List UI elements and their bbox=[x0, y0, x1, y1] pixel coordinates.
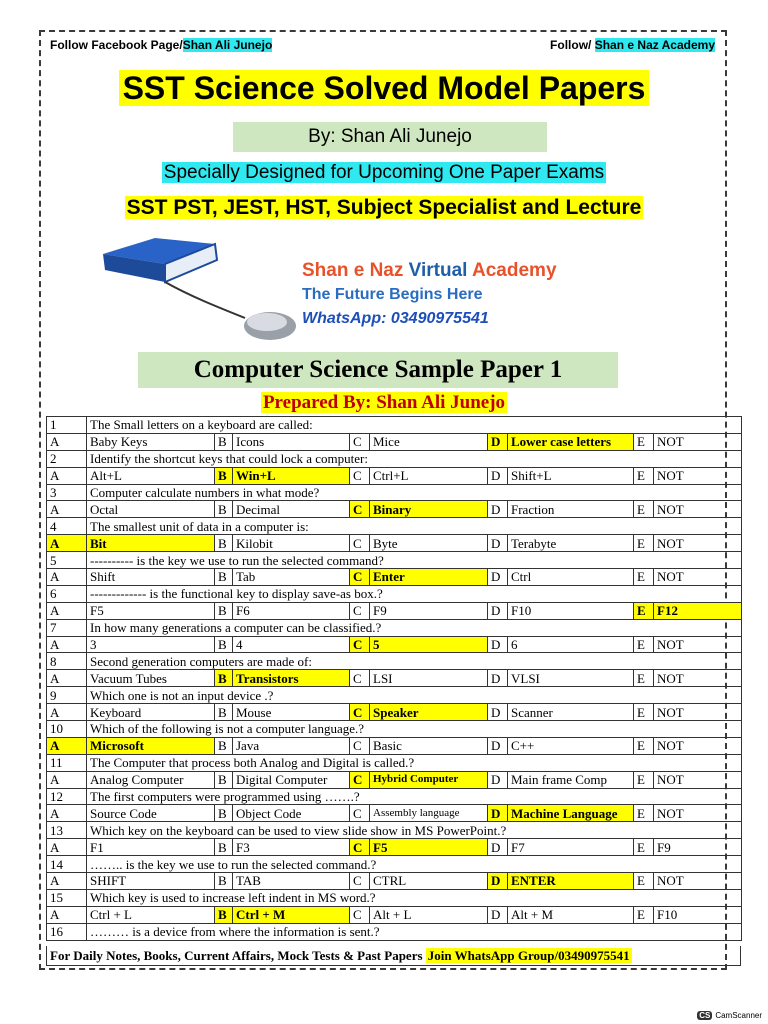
option-letter: B bbox=[215, 839, 233, 856]
option-text: Kilobit bbox=[233, 535, 350, 552]
option-letter: D bbox=[488, 704, 508, 721]
option-letter: C bbox=[350, 602, 370, 619]
book-mouse-logo-icon bbox=[95, 236, 300, 346]
option-text: C++ bbox=[508, 737, 634, 754]
option-letter: A bbox=[47, 602, 87, 619]
option-letter: C bbox=[350, 636, 370, 653]
prepared-by: Prepared By: Shan Ali Junejo bbox=[262, 392, 506, 413]
option-letter: D bbox=[488, 906, 508, 923]
paper-title: Computer Science Sample Paper 1 bbox=[138, 352, 618, 388]
option-text: Object Code bbox=[233, 805, 350, 822]
options-row bbox=[47, 433, 742, 450]
correct-answer: Transistors bbox=[233, 670, 350, 687]
option-text: Ctrl + L bbox=[87, 906, 215, 923]
option-letter: B bbox=[215, 873, 233, 890]
correct-answer: 5 bbox=[370, 636, 488, 653]
question-row bbox=[47, 788, 742, 805]
follow-academy: Follow/ Shan e Naz Academy bbox=[550, 38, 715, 52]
option-text: Analog Computer bbox=[87, 771, 215, 788]
option-text: Vacuum Tubes bbox=[87, 670, 215, 687]
mcq-table-body bbox=[47, 417, 742, 941]
question-row bbox=[47, 822, 742, 839]
option-letter: D bbox=[488, 636, 508, 653]
option-text: NOT bbox=[654, 433, 742, 450]
option-text: Baby Keys bbox=[87, 433, 215, 450]
option-text: Tab bbox=[233, 569, 350, 586]
question-number: 16 bbox=[47, 923, 87, 940]
option-letter: B bbox=[215, 670, 233, 687]
option-text: VLSI bbox=[508, 670, 634, 687]
option-letter: E bbox=[634, 602, 654, 619]
author-box: By: Shan Ali Junejo bbox=[233, 122, 547, 152]
option-text: F10 bbox=[654, 906, 742, 923]
correct-answer: Win+L bbox=[233, 467, 350, 484]
option-letter: D bbox=[488, 737, 508, 754]
option-letter: A bbox=[47, 433, 87, 450]
option-text: NOT bbox=[654, 704, 742, 721]
option-text: 3 bbox=[87, 636, 215, 653]
option-text: Digital Computer bbox=[233, 771, 350, 788]
option-letter: D bbox=[488, 602, 508, 619]
option-text: Keyboard bbox=[87, 704, 215, 721]
options-row bbox=[47, 771, 742, 788]
option-letter: C bbox=[350, 501, 370, 518]
question-number: 15 bbox=[47, 889, 87, 906]
option-letter: B bbox=[215, 569, 233, 586]
option-letter: E bbox=[634, 535, 654, 552]
question-row bbox=[47, 687, 742, 704]
question-number: 3 bbox=[47, 484, 87, 501]
option-letter: A bbox=[47, 670, 87, 687]
option-text: Ctrl bbox=[508, 569, 634, 586]
subtitle-special: Specially Designed for Upcoming One Paper Exams bbox=[163, 162, 605, 183]
option-text: Main frame Comp bbox=[508, 771, 634, 788]
option-text: Icons bbox=[233, 433, 350, 450]
question-row bbox=[47, 754, 742, 771]
option-text: Mouse bbox=[233, 704, 350, 721]
option-text: Byte bbox=[370, 535, 488, 552]
options-row bbox=[47, 569, 742, 586]
option-text: Basic bbox=[370, 737, 488, 754]
question-text: ……… is a device from where the information is sent.? bbox=[87, 923, 742, 940]
option-letter: D bbox=[488, 501, 508, 518]
question-text: Which one is not an input device .? bbox=[87, 687, 742, 704]
option-letter: C bbox=[350, 467, 370, 484]
option-letter: E bbox=[634, 636, 654, 653]
option-letter: B bbox=[215, 805, 233, 822]
question-row bbox=[47, 653, 742, 670]
option-letter: C bbox=[350, 704, 370, 721]
option-text: 4 bbox=[233, 636, 350, 653]
option-text: Mice bbox=[370, 433, 488, 450]
question-text: Computer calculate numbers in what mode? bbox=[87, 484, 742, 501]
option-letter: D bbox=[488, 805, 508, 822]
option-letter: B bbox=[215, 501, 233, 518]
option-letter: B bbox=[215, 704, 233, 721]
option-letter: C bbox=[350, 771, 370, 788]
subtitle-sst: SST PST, JEST, HST, Subject Specialist and Lecture bbox=[126, 196, 642, 219]
option-letter: A bbox=[47, 467, 87, 484]
question-row bbox=[47, 889, 742, 906]
options-row bbox=[47, 704, 742, 721]
option-text: NOT bbox=[654, 873, 742, 890]
option-letter: D bbox=[488, 535, 508, 552]
camscanner-badge-icon: CS bbox=[699, 1011, 711, 1020]
options-row bbox=[47, 906, 742, 923]
question-number: 8 bbox=[47, 653, 87, 670]
option-letter: B bbox=[215, 771, 233, 788]
correct-answer: F12 bbox=[654, 602, 742, 619]
question-row bbox=[47, 856, 742, 873]
mcq-table bbox=[46, 416, 742, 941]
option-letter: D bbox=[488, 433, 508, 450]
option-letter: A bbox=[47, 839, 87, 856]
options-row bbox=[47, 636, 742, 653]
option-letter: C bbox=[350, 805, 370, 822]
option-text: Decimal bbox=[233, 501, 350, 518]
options-row bbox=[47, 670, 742, 687]
option-letter: B bbox=[215, 467, 233, 484]
option-letter: D bbox=[488, 873, 508, 890]
correct-answer: Bit bbox=[87, 535, 215, 552]
question-row bbox=[47, 484, 742, 501]
option-text: NOT bbox=[654, 805, 742, 822]
question-number: 13 bbox=[47, 822, 87, 839]
option-text: NOT bbox=[654, 535, 742, 552]
option-text: Scanner bbox=[508, 704, 634, 721]
question-row bbox=[47, 585, 742, 602]
option-text: NOT bbox=[654, 501, 742, 518]
option-text: Octal bbox=[87, 501, 215, 518]
option-text: Fraction bbox=[508, 501, 634, 518]
option-text: F9 bbox=[654, 839, 742, 856]
option-letter: E bbox=[634, 839, 654, 856]
option-letter: E bbox=[634, 906, 654, 923]
option-letter: B bbox=[215, 737, 233, 754]
option-text: F6 bbox=[233, 602, 350, 619]
option-letter: A bbox=[47, 569, 87, 586]
question-text: In how many generations a computer can be classified.? bbox=[87, 619, 742, 636]
option-text: F3 bbox=[233, 839, 350, 856]
option-letter: A bbox=[47, 906, 87, 923]
logo-text: Shan e Naz Virtual Academy The Future Begins Here WhatsApp: 03490975541 bbox=[302, 260, 557, 327]
option-letter: A bbox=[47, 501, 87, 518]
option-text: Alt+L bbox=[87, 467, 215, 484]
question-number: 4 bbox=[47, 518, 87, 535]
options-row bbox=[47, 602, 742, 619]
option-letter: A bbox=[47, 535, 87, 552]
question-number: 5 bbox=[47, 552, 87, 569]
option-text: NOT bbox=[654, 636, 742, 653]
option-text: SHIFT bbox=[87, 873, 215, 890]
option-text: NOT bbox=[654, 737, 742, 754]
option-letter: E bbox=[634, 873, 654, 890]
option-text: LSI bbox=[370, 670, 488, 687]
question-text: ------------- is the functional key to display save-as box.? bbox=[87, 585, 742, 602]
question-row bbox=[47, 721, 742, 738]
question-row bbox=[47, 417, 742, 434]
option-letter: E bbox=[634, 771, 654, 788]
option-letter: C bbox=[350, 670, 370, 687]
question-text: Identify the shortcut keys that could lock a computer: bbox=[87, 450, 742, 467]
question-text: Which of the following is not a computer language.? bbox=[87, 721, 742, 738]
footer-bar: For Daily Notes, Books, Current Affairs, Mock Tests & Past Papers Join WhatsApp Group/03490975541 bbox=[46, 946, 741, 966]
option-letter: E bbox=[634, 569, 654, 586]
question-text: Which key is used to increase left indent in MS word.? bbox=[87, 889, 742, 906]
option-text: F9 bbox=[370, 602, 488, 619]
option-text: F1 bbox=[87, 839, 215, 856]
option-letter: B bbox=[215, 433, 233, 450]
options-row bbox=[47, 839, 742, 856]
question-row bbox=[47, 518, 742, 535]
option-letter: C bbox=[350, 737, 370, 754]
main-title: SST Science Solved Model Papers bbox=[0, 70, 768, 107]
question-number: 11 bbox=[47, 754, 87, 771]
option-text: F5 bbox=[87, 602, 215, 619]
follow-facebook: Follow Facebook Page/Shan Ali Junejo bbox=[50, 38, 273, 52]
option-letter: E bbox=[634, 467, 654, 484]
option-letter: C bbox=[350, 906, 370, 923]
option-text: NOT bbox=[654, 771, 742, 788]
option-letter: D bbox=[488, 670, 508, 687]
camscanner-mark: CS CamScanner bbox=[699, 1011, 762, 1020]
option-text: NOT bbox=[654, 467, 742, 484]
question-text: Which key on the keyboard can be used to view slide show in MS PowerPoint.? bbox=[87, 822, 742, 839]
option-letter: E bbox=[634, 805, 654, 822]
option-text: Alt + L bbox=[370, 906, 488, 923]
option-text: Shift+L bbox=[508, 467, 634, 484]
question-number: 14 bbox=[47, 856, 87, 873]
option-text: F10 bbox=[508, 602, 634, 619]
question-text: The Small letters on a keyboard are called: bbox=[87, 417, 742, 434]
option-letter: B bbox=[215, 906, 233, 923]
option-letter: C bbox=[350, 839, 370, 856]
option-text: TAB bbox=[233, 873, 350, 890]
options-row bbox=[47, 501, 742, 518]
option-letter: A bbox=[47, 704, 87, 721]
options-row bbox=[47, 535, 742, 552]
correct-answer: Ctrl + M bbox=[233, 906, 350, 923]
question-number: 6 bbox=[47, 585, 87, 602]
question-number: 9 bbox=[47, 687, 87, 704]
option-letter: A bbox=[47, 636, 87, 653]
option-text: Source Code bbox=[87, 805, 215, 822]
academy-logo bbox=[95, 236, 675, 346]
option-text: Shift bbox=[87, 569, 215, 586]
option-letter: E bbox=[634, 433, 654, 450]
options-row bbox=[47, 467, 742, 484]
option-letter: B bbox=[215, 602, 233, 619]
option-letter: A bbox=[47, 873, 87, 890]
option-letter: E bbox=[634, 704, 654, 721]
option-text: Ctrl+L bbox=[370, 467, 488, 484]
option-text: Alt + M bbox=[508, 906, 634, 923]
options-row bbox=[47, 737, 742, 754]
question-row bbox=[47, 923, 742, 940]
question-text: ---------- is the key we use to run the selected command? bbox=[87, 552, 742, 569]
question-text: The first computers were programmed using …….? bbox=[87, 788, 742, 805]
question-row bbox=[47, 552, 742, 569]
option-text: 6 bbox=[508, 636, 634, 653]
correct-answer: Lower case letters bbox=[508, 433, 634, 450]
option-letter: D bbox=[488, 467, 508, 484]
option-letter: D bbox=[488, 839, 508, 856]
correct-answer: Hybrid Computer bbox=[370, 771, 488, 788]
question-text: The Computer that process both Analog and Digital is called.? bbox=[87, 754, 742, 771]
option-text: F7 bbox=[508, 839, 634, 856]
question-row bbox=[47, 619, 742, 636]
follow-bar bbox=[50, 38, 715, 52]
question-row bbox=[47, 450, 742, 467]
question-text: Second generation computers are made of: bbox=[87, 653, 742, 670]
option-letter: E bbox=[634, 737, 654, 754]
option-letter: E bbox=[634, 670, 654, 687]
option-letter: C bbox=[350, 535, 370, 552]
option-letter: C bbox=[350, 873, 370, 890]
correct-answer: ENTER bbox=[508, 873, 634, 890]
question-text: The smallest unit of data in a computer is: bbox=[87, 518, 742, 535]
option-letter: A bbox=[47, 737, 87, 754]
options-row bbox=[47, 805, 742, 822]
options-row bbox=[47, 873, 742, 890]
question-number: 10 bbox=[47, 721, 87, 738]
option-text: NOT bbox=[654, 569, 742, 586]
option-letter: D bbox=[488, 569, 508, 586]
correct-answer: Machine Language bbox=[508, 805, 634, 822]
question-number: 7 bbox=[47, 619, 87, 636]
correct-answer: Microsoft bbox=[87, 737, 215, 754]
question-number: 1 bbox=[47, 417, 87, 434]
correct-answer: F5 bbox=[370, 839, 488, 856]
option-letter: B bbox=[215, 535, 233, 552]
option-text: Java bbox=[233, 737, 350, 754]
option-text: Terabyte bbox=[508, 535, 634, 552]
option-letter: C bbox=[350, 569, 370, 586]
option-text: NOT bbox=[654, 670, 742, 687]
correct-answer: Enter bbox=[370, 569, 488, 586]
option-text: Assembly language bbox=[370, 805, 488, 822]
option-letter: C bbox=[350, 433, 370, 450]
option-letter: D bbox=[488, 771, 508, 788]
correct-answer: Binary bbox=[370, 501, 488, 518]
option-letter: A bbox=[47, 771, 87, 788]
option-text: CTRL bbox=[370, 873, 488, 890]
question-text: …….. is the key we use to run the selected command.? bbox=[87, 856, 742, 873]
question-number: 12 bbox=[47, 788, 87, 805]
option-letter: B bbox=[215, 636, 233, 653]
question-number: 2 bbox=[47, 450, 87, 467]
option-letter: A bbox=[47, 805, 87, 822]
correct-answer: Speaker bbox=[370, 704, 488, 721]
option-letter: E bbox=[634, 501, 654, 518]
